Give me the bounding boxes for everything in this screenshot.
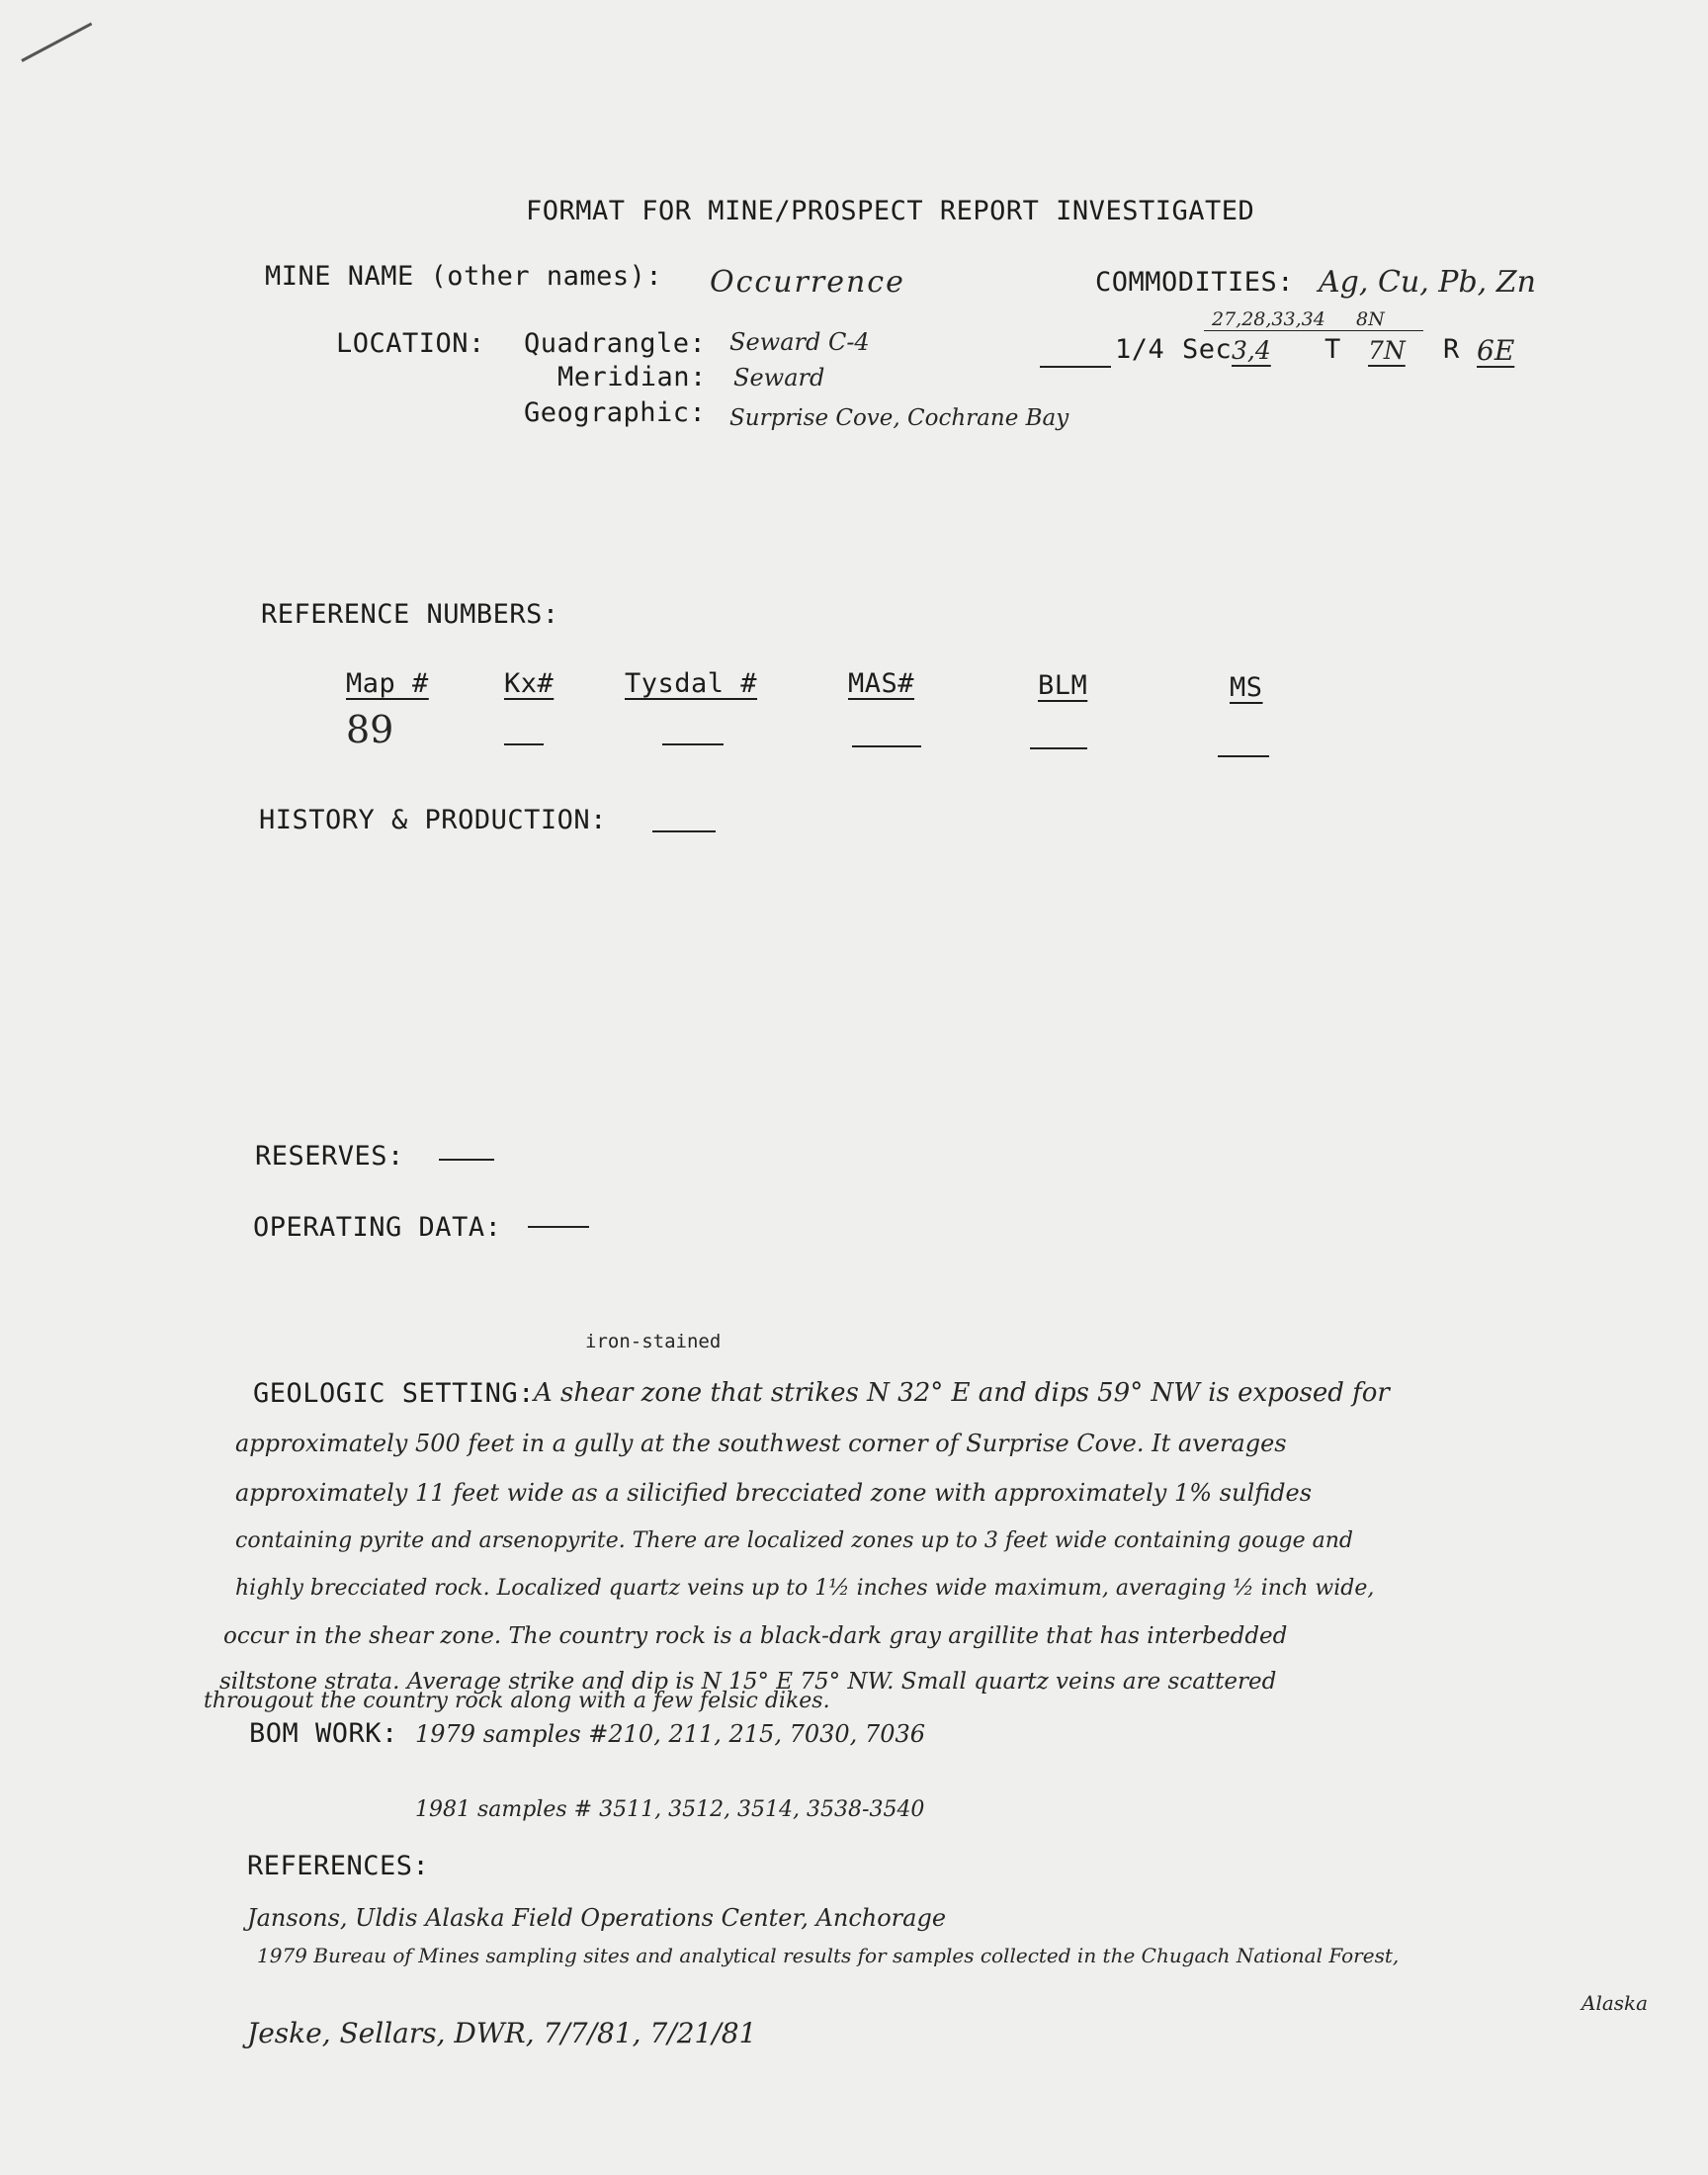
geologic-setting-label: GEOLOGIC SETTING: — [253, 1378, 535, 1409]
references-label: REFERENCES: — [247, 1851, 430, 1881]
quadrangle-value: Seward C-4 — [729, 328, 870, 356]
reserves-label: RESERVES: — [255, 1141, 404, 1172]
geologic-line-6: occur in the shear zone. The country rock is a black-dark gray argillite that has interbedded — [223, 1623, 1288, 1649]
references-line-4: Jeske, Sellars, DWR, 7/7/81, 7/21/81 — [247, 2017, 757, 2049]
meridian-label: Meridian: — [557, 362, 707, 392]
section-label: Sec — [1182, 334, 1233, 365]
section-alt-value: 27,28,33,34 — [1212, 308, 1325, 330]
ref-header-ms: MS — [1230, 672, 1263, 703]
ref-header-tysdal: Tysdal # — [625, 668, 758, 699]
ref-value-map: 89 — [346, 708, 394, 751]
ref-blank-mas — [852, 745, 921, 747]
operating-data-label: OPERATING DATA: — [253, 1212, 502, 1243]
operating-blank — [528, 1226, 589, 1228]
mine-name-value: Occurrence — [710, 265, 905, 300]
ref-header-map: Map # — [346, 668, 429, 699]
geographic-label: Geographic: — [524, 397, 707, 428]
references-line-1: Jansons, Uldis Alaska Field Operations Center, Anchorage — [247, 1904, 947, 1932]
township-value: 7N — [1368, 336, 1406, 365]
bom-work-label: BOM WORK: — [249, 1718, 398, 1749]
history-blank — [652, 830, 716, 832]
geologic-line-4: containing pyrite and arsenopyrite. There are localized zones up to 3 feet wide containing gouge and — [235, 1528, 1353, 1553]
commodities-label: COMMODITIES: — [1095, 267, 1295, 298]
quarter-label: 1/4 — [1115, 334, 1165, 365]
mine-name-label: MINE NAME (other names): — [265, 261, 663, 292]
geologic-insert-text: iron-stained — [585, 1331, 722, 1352]
bom-work-line-1: 1979 samples #210, 211, 215, 7030, 7036 — [415, 1720, 925, 1748]
ref-blank-kx — [504, 743, 544, 745]
geologic-line-1: A shear zone that strikes N 32° E and dips 59° NW is exposed for — [534, 1378, 1390, 1408]
township-alt-value: 8N — [1356, 308, 1385, 330]
geologic-line-5: highly brecciated rock. Localized quartz veins up to 1½ inches wide maximum, averaging ½ inch wide, — [235, 1576, 1375, 1601]
geologic-line-7: siltstone strata. Average strike and dip is N 15° E 75° NW. Small quartz veins are scattered — [219, 1669, 1277, 1695]
township-label: T — [1324, 334, 1341, 365]
reference-numbers-label: REFERENCE NUMBERS: — [261, 599, 559, 630]
geographic-value: Surprise Cove, Cochrane Bay — [729, 405, 1069, 431]
history-production-label: HISTORY & PRODUCTION: — [259, 805, 607, 835]
ref-blank-tysdal — [662, 743, 724, 745]
commodities-value: Ag, Cu, Pb, Zn — [1319, 265, 1536, 300]
ref-blank-blm — [1030, 747, 1087, 749]
references-line-2: 1979 Bureau of Mines sampling sites and analytical results for samples collected in the Chugach National Forest, — [257, 1944, 1400, 1967]
ref-header-blm: BLM — [1038, 670, 1088, 701]
ref-blank-ms — [1218, 755, 1269, 757]
section-alt-strike — [1204, 330, 1423, 331]
geologic-line-3: approximately 11 feet wide as a silicified brecciated zone with approximately 1% sulfides — [235, 1479, 1313, 1507]
meridian-value: Seward — [733, 364, 825, 392]
range-value: 6E — [1477, 334, 1515, 367]
geologic-line-8: througout the country rock along with a few felsic dikes. — [204, 1689, 830, 1713]
location-label: LOCATION: — [336, 328, 485, 359]
references-line-3: Alaska — [1581, 1991, 1649, 2015]
bom-work-line-2: 1981 samples # 3511, 3512, 3514, 3538-3540 — [415, 1797, 925, 1822]
ref-header-mas: MAS# — [848, 668, 915, 699]
reserves-blank — [439, 1159, 494, 1161]
quarter-blank — [1040, 366, 1111, 368]
ref-header-kx: Kx# — [504, 668, 555, 699]
scan-mark — [21, 23, 92, 62]
quadrangle-label: Quadrangle: — [524, 328, 707, 359]
range-label: R — [1443, 334, 1460, 365]
section-value: 3,4 — [1232, 336, 1271, 365]
report-title: FORMAT FOR MINE/PROSPECT REPORT INVESTIGATED — [526, 196, 1255, 226]
geologic-line-2: approximately 500 feet in a gully at the southwest corner of Surprise Cove. It averages — [235, 1430, 1287, 1457]
